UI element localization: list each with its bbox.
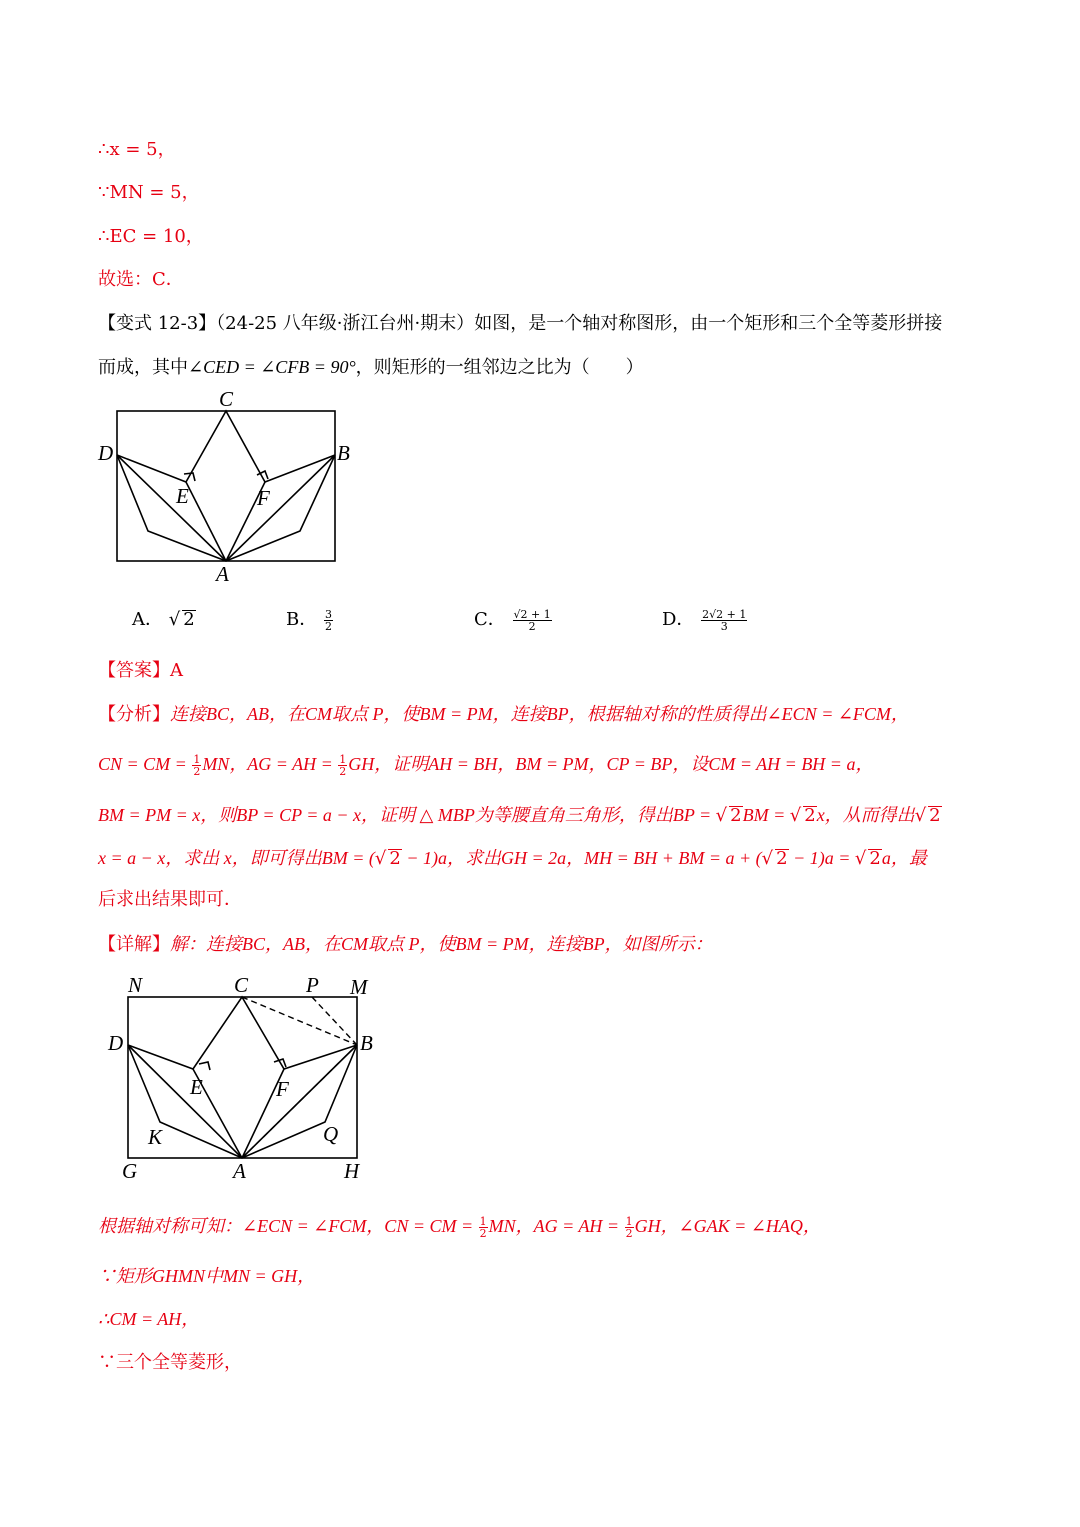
line-ec-equals-10: ∴EC = 10， <box>98 226 204 247</box>
conclusion-line-2: ∵矩形GHMN中MN = GH， <box>98 1266 316 1286</box>
question-tag: 【变式 12-3】 <box>98 313 217 334</box>
fig2-label-k: K <box>148 1125 163 1149</box>
question-text-1: 如图，是一个轴对称图形，由一个矩形和三个全等菱形拼接 <box>474 313 943 334</box>
fig2-right-angle-e <box>199 1062 210 1070</box>
option-a-value: 2 <box>183 609 195 630</box>
fig2-dashed-cb <box>242 997 357 1045</box>
question-line-1 <box>98 312 942 336</box>
fig2-label-n: N <box>128 973 143 997</box>
analysis-line-1 <box>98 702 909 727</box>
fig2-label-b: B <box>360 1031 373 1055</box>
fig1-label-d: D <box>98 441 114 465</box>
option-a: A． √ 2 <box>132 609 195 630</box>
conclusion-line-1: 根据轴对称可知：∠ECN = ∠FCM，CN = CM = $\frac{1}{2}$ MN，AG = AH = $\frac{1}{2}$ GH，∠GAK = ∠HAQ， <box>98 1214 821 1240</box>
detail-text: 解：连接BC，AB，在CM取点 P，使BM = PM，连接BP，如图所示： <box>170 934 713 954</box>
analysis-line-4: x = a − x，求出 x，即可得出BM = (√ 2 − 1)a，求出GH = 2a，MH = BH + BM = a + (√ 2 − 1)a = √ 2a，最 <box>98 848 927 869</box>
analysis-half-1: $\frac{1}{2}$ <box>193 752 201 778</box>
detail-line <box>98 932 713 957</box>
fig2-label-c: C <box>234 973 249 997</box>
analysis-line-2: CN = CM = $\frac{1}{2}$ MN，AG = AH = $\frac{1}{2}$ GH，证明AH = BH，BM = PM，CP = BP，设CM = AH = BH = a， <box>98 752 874 778</box>
conclusion-half-2: $\frac{1}{2}$ <box>625 1214 633 1240</box>
fig1-label-a: A <box>216 562 229 585</box>
fig2-label-d: D <box>108 1031 124 1055</box>
figure-1 <box>90 385 360 585</box>
question-source: （24-25 八年级·浙江台州·期末） <box>216 313 475 334</box>
analysis-half-2: $\frac{1}{2}$ <box>339 752 347 778</box>
question-line-2 <box>98 355 644 380</box>
option-c-label: C． <box>474 609 506 630</box>
option-d-fraction: $\frac{2√2 + 1}{3}$ <box>702 607 747 633</box>
question-text-2c: ，则矩形的一组邻边之比为（ ） <box>355 357 644 378</box>
option-d <box>662 600 748 640</box>
option-b-fraction: $\frac{3}{2}$ <box>324 607 332 633</box>
question-angle-condition: ∠CED = ∠CFB = 90° <box>188 357 356 377</box>
figure-2 <box>100 970 390 1185</box>
answer-tag: 【答案】 <box>98 660 170 681</box>
fig2-label-e: E <box>190 1075 203 1099</box>
line-choose-c: 故选：C． <box>98 269 184 290</box>
fig2-label-f: F <box>276 1077 289 1101</box>
line-x-equals-5: ∴x = 5， <box>98 139 176 160</box>
analysis-line-5: 后求出结果即可． <box>98 889 242 910</box>
analysis-text-1: 连接BC，AB，在CM取点 P，使BM = PM，连接BP，根据轴对称的性质得出∠ECN = ∠FCM， <box>170 704 909 724</box>
option-c <box>474 600 553 640</box>
option-b-label: B． <box>286 609 318 630</box>
fig2-label-p: P <box>306 973 319 997</box>
fig1-label-f: F <box>257 486 270 510</box>
conclusion-half-1: $\frac{1}{2}$ <box>479 1214 487 1240</box>
conclusion-line-4: ∵三个全等菱形， <box>98 1352 242 1373</box>
fig1-inner-shape <box>117 411 335 561</box>
fig2-label-h: H <box>344 1159 360 1183</box>
fig1-label-c: C <box>219 387 234 411</box>
fig2-label-q: Q <box>323 1122 339 1146</box>
fig2-label-g: G <box>122 1159 138 1183</box>
question-text-2a: 而成，其中 <box>98 357 188 378</box>
analysis-line-3: BM = PM = x，则BP = CP = a − x，证明 △ MBP为等腰直角三角形，得出BP = √ 2BM = √ 2x，从而得出√ 2 <box>98 805 941 826</box>
fig1-label-b: B <box>337 441 350 465</box>
fig1-lower-rhombi <box>117 455 335 561</box>
analysis-tag: 【分析】 <box>98 704 170 725</box>
answer-line <box>98 659 183 683</box>
option-a-label: A． <box>132 609 163 630</box>
option-b <box>286 600 334 640</box>
fig2-label-a: A <box>233 1159 246 1183</box>
line-mn-equals-5: ∵MN = 5， <box>98 182 200 203</box>
fig2-dashed-pb <box>312 997 357 1045</box>
option-d-label: D． <box>662 609 695 630</box>
conclusion-line-3: ∴CM = AH， <box>98 1309 200 1329</box>
fig2-label-m: M <box>350 975 368 999</box>
fig1-label-e: E <box>176 484 189 508</box>
detail-tag: 【详解】 <box>98 934 170 955</box>
option-c-fraction: $\frac{√2 + 1}{2}$ <box>513 607 551 633</box>
answer-value: A <box>170 660 183 681</box>
